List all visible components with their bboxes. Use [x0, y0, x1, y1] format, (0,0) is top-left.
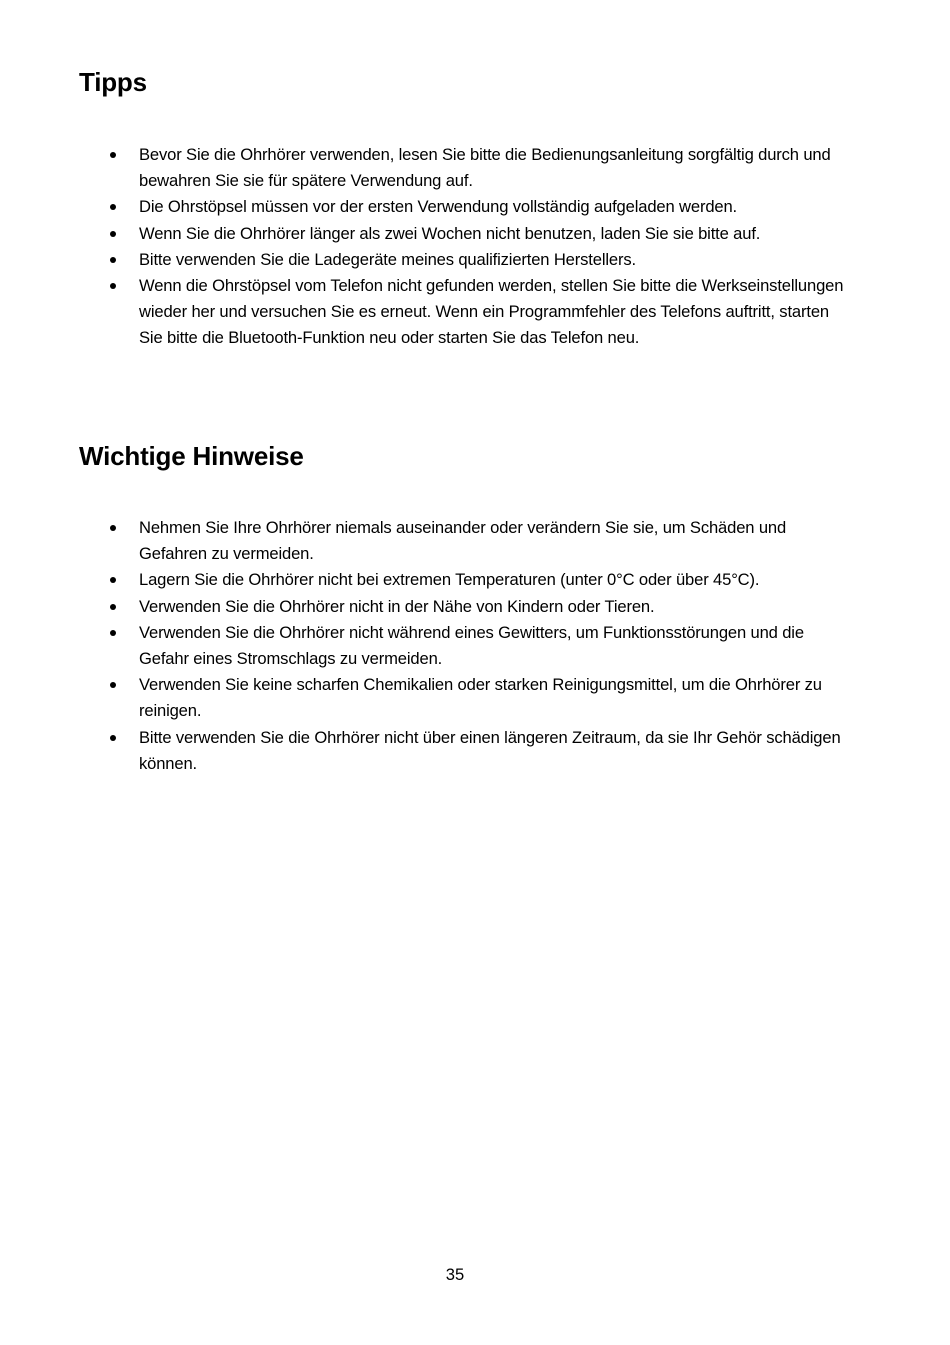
list-item — [108, 725, 848, 777]
bullet-icon — [110, 604, 116, 610]
list-item — [108, 672, 848, 724]
list-item-text: Wenn die Ohrstöpsel vom Telefon nicht gefunden werden, stellen Sie bitte die Werkseinstellungen wieder her und versuchen Sie es erneut. Wenn ein Programmfehler des Telefons auftritt, starten Sie bitte die Bluetooth-Funktion neu oder starten Sie das Telefon neu. — [139, 276, 844, 348]
list-item — [108, 620, 848, 672]
list-item-text: Bitte verwenden Sie die Ohrhörer nicht über einen längeren Zeitraum, da sie Ihr Gehör schädigen können. — [139, 727, 841, 773]
list-item-text: Wenn Sie die Ohrhörer länger als zwei Wochen nicht benutzen, laden Sie sie bitte auf. — [139, 223, 761, 243]
page-number: 35 — [445, 1265, 465, 1284]
section-heading-wichtige-hinweise: Wichtige Hinweise — [79, 441, 304, 471]
list-item-text: Die Ohrstöpsel müssen vor der ersten Verwendung vollständig aufgeladen werden. — [139, 197, 738, 217]
list-item-text: Verwenden Sie die Ohrhörer nicht während eines Gewitters, um Funktionsstörungen und die Gefahr eines Stromschlags zu vermeiden. — [139, 622, 804, 669]
list-item-text: Lagern Sie die Ohrhörer nicht bei extremen Temperaturen (unter 0°C oder über 45°C). — [139, 570, 760, 590]
section-heading-tipps: Tipps — [79, 67, 147, 97]
bullet-icon — [110, 577, 116, 583]
bullet-icon — [110, 525, 116, 531]
list-item — [108, 515, 848, 567]
bullet-icon — [110, 735, 116, 741]
list-item — [108, 194, 848, 220]
tips-bullet-list — [108, 142, 848, 352]
bullet-icon — [110, 283, 116, 289]
bullet-icon — [110, 152, 116, 158]
list-item — [108, 221, 848, 247]
bullet-icon — [110, 630, 116, 636]
list-item — [108, 247, 848, 273]
list-item-text: Nehmen Sie Ihre Ohrhörer niemals auseinander oder verändern Sie sie, um Schäden und Gefahren zu vermeiden. — [139, 518, 787, 564]
list-item-text: Verwenden Sie die Ohrhörer nicht in der Nähe von Kindern oder Tieren. — [139, 596, 655, 616]
bullet-icon — [110, 257, 116, 263]
list-item-text: Verwenden Sie keine scharfen Chemikalien oder starken Reinigungsmittel, um die Ohrhörer zu reinigen. — [139, 675, 822, 721]
list-item — [108, 594, 848, 620]
list-item-text: Bevor Sie die Ohrhörer verwenden, lesen Sie bitte die Bedienungsanleitung sorgfältig durch und bewahren Sie sie für spätere Verwendung auf. — [139, 145, 831, 191]
bullet-icon — [110, 682, 116, 688]
list-item-text: Bitte verwenden Sie die Ladegeräte meines qualifizierten Herstellers. — [139, 249, 636, 269]
list-item — [108, 142, 848, 194]
bullet-icon — [110, 231, 116, 237]
list-item — [108, 273, 848, 352]
bullet-icon — [110, 204, 116, 210]
list-item — [108, 567, 848, 593]
notes-bullet-list — [108, 515, 848, 777]
